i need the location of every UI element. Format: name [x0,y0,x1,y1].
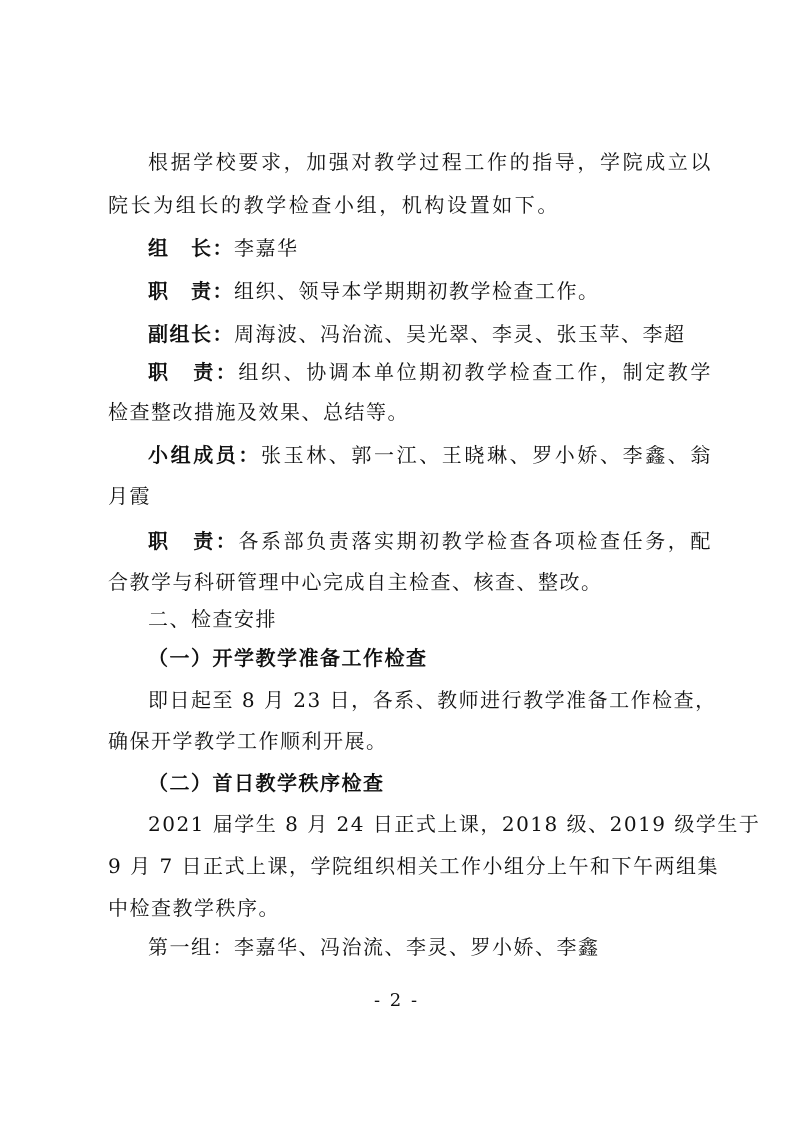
first-day-line1: 2021 届学生 8 月 24 日正式上课，2018 级、2019 级学生于 [148,812,761,836]
preparation-line2: 确保开学教学工作顺利开展。 [108,729,388,753]
duty3-row [148,529,738,553]
leader-value: 李嘉华 [234,236,299,260]
deputy-row [148,322,738,346]
preparation-line1: 即日起至 8 月 23 日，各系、教师进行教学准备工作检查， [148,688,717,712]
first-day-line3: 中检查教学秩序。 [108,896,280,920]
paragraph-intro-line1: 根据学校要求，加强对教学过程工作的指导，学院成立以 [148,150,713,174]
leader-label: 组 长： [148,236,234,260]
deputy-label: 副组长： [148,322,234,346]
page-number: - 2 - [373,990,420,1011]
duty3-label: 职 责： [148,529,239,553]
members-value-line1: 张玉林、郭一江、王晓琳、罗小娇、李鑫、翁 [261,443,713,467]
duty3-value-line2: 合教学与科研管理中心完成自主检查、核查、整改。 [108,570,603,594]
members-row [148,443,738,467]
group1-line: 第一组：李嘉华、冯治流、李灵、罗小娇、李鑫 [148,935,600,959]
leader-row [148,236,738,260]
duty1-value: 组织、领导本学期期初教学检查工作。 [234,279,600,303]
duty3-value-line1: 各系部负责落实期初教学检查各项检查任务，配 [238,529,714,553]
members-label: 小组成员： [148,443,261,467]
duty2-value-line2: 检查整改措施及效果、总结等。 [108,400,409,424]
subsection-title-preparation: （一）开学教学准备工作检查 [148,646,428,670]
subsection-title-first-day: （二）首日教学秩序检查 [148,771,385,795]
first-day-line2: 9 月 7 日正式上课，学院组织相关工作小组分上午和下午两组集 [108,854,720,878]
duty1-label: 职 责： [148,279,234,303]
duty2-label: 职 责： [148,360,239,384]
duty2-value-line1: 组织、协调本单位期初教学检查工作，制定教学 [238,360,714,384]
duty1-row [148,279,738,303]
members-value-line2: 月霞 [108,484,151,508]
deputy-value: 周海波、冯治流、吴光翠、李灵、张玉苹、李超 [234,322,686,346]
paragraph-intro-line2: 院长为组长的教学检查小组，机构设置如下。 [108,193,560,217]
duty2-row [148,360,738,384]
section-heading-arrangement: 二、检查安排 [148,607,277,631]
